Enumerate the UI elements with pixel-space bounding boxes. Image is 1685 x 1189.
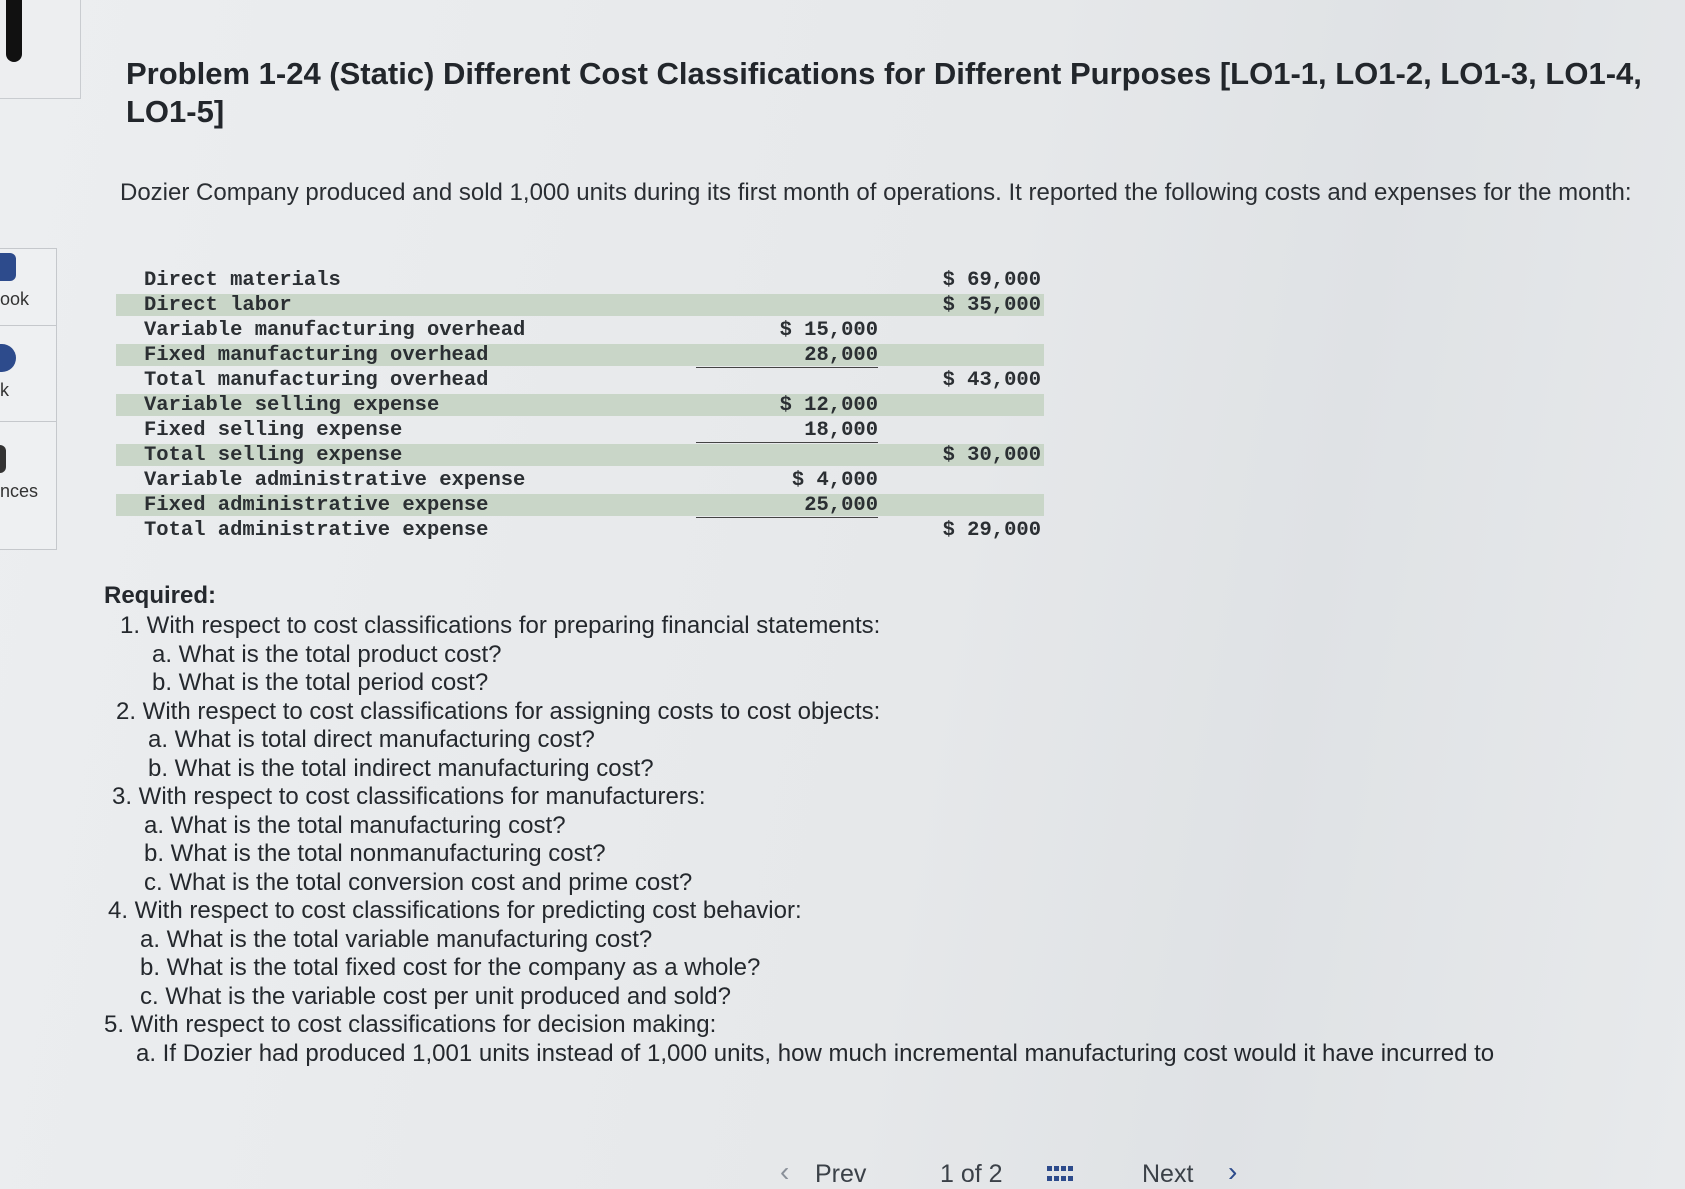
cost-row bbox=[116, 393, 1046, 418]
sub-question-item: a. What is the total manufacturing cost? bbox=[144, 811, 566, 839]
cost-row bbox=[116, 518, 1046, 543]
question-item: 4. With respect to cost classifications for predicting cost behavior: bbox=[108, 897, 802, 924]
prev-button[interactable]: Prev bbox=[815, 1160, 867, 1188]
cost-amount-detail: 25,000 bbox=[696, 493, 878, 518]
sidebar-top-panel bbox=[0, 0, 81, 99]
cost-amount-detail: $ 15,000 bbox=[779, 319, 878, 342]
cost-row bbox=[116, 418, 1046, 443]
next-button[interactable]: Next bbox=[1142, 1160, 1194, 1188]
sidebar-item-label: ook bbox=[0, 289, 30, 309]
cost-row bbox=[116, 443, 1046, 468]
sub-question-item: c. What is the total conversion cost and prime cost? bbox=[144, 868, 693, 896]
sidebar bbox=[0, 0, 78, 1189]
sub-question-item: a. What is the total product cost? bbox=[152, 640, 502, 668]
sub-question-item: b. What is the total period cost? bbox=[152, 669, 489, 696]
question-item: 3. With respect to cost classifications for manufacturers: bbox=[112, 783, 706, 810]
cost-label: Variable manufacturing overhead bbox=[144, 319, 526, 342]
chevron-right-icon[interactable]: › bbox=[1228, 1156, 1238, 1187]
cost-amount-total: $ 35,000 bbox=[942, 294, 1041, 317]
question-list bbox=[100, 612, 1660, 1068]
sub-question-item: c. What is the variable cost per unit produced and sold? bbox=[140, 982, 731, 1010]
cost-row bbox=[116, 268, 1046, 293]
sidebar-divider bbox=[0, 421, 56, 422]
cost-label: Direct labor bbox=[144, 294, 292, 317]
ebook-icon bbox=[0, 253, 16, 281]
cost-label: Total administrative expense bbox=[144, 519, 489, 542]
cost-amount-total: $ 29,000 bbox=[942, 519, 1041, 542]
cost-amount-detail: $ 4,000 bbox=[791, 469, 878, 492]
question-item: 5. With respect to cost classifications for decision making: bbox=[104, 1011, 717, 1038]
chevron-left-icon[interactable]: ‹ bbox=[780, 1156, 790, 1187]
sidebar-divider bbox=[0, 325, 56, 326]
sidebar-item-label: nces bbox=[0, 481, 39, 501]
cost-row bbox=[116, 493, 1046, 518]
problem-title: Problem 1-24 (Static) Different Cost Classifications for Different Purposes [LO1-1, LO1-2, LO1-3, LO1-4, LO1-5] bbox=[126, 56, 1642, 129]
sub-question-item: a. If Dozier had produced 1,001 units instead of 1,000 units, how much incremental manufacturing cost would it have incurred to bbox=[136, 1039, 1495, 1067]
sub-question-item: b. What is the total fixed cost for the company as a whole? bbox=[140, 954, 761, 981]
problem-intro: Dozier Company produced and sold 1,000 units during its first month of operations. It reported the following costs and expenses for the month: bbox=[120, 179, 1632, 206]
cost-amount-total: $ 43,000 bbox=[942, 369, 1041, 392]
cost-row bbox=[116, 318, 1046, 343]
required-title: Required: bbox=[104, 582, 217, 609]
sidebar-item-label: k bbox=[0, 380, 9, 400]
cost-label: Fixed administrative expense bbox=[144, 494, 489, 517]
sub-question-item: b. What is the total indirect manufacturing cost? bbox=[148, 754, 654, 782]
cost-row bbox=[116, 468, 1046, 493]
cost-label: Direct materials bbox=[144, 269, 341, 292]
sidebar-nav-panel bbox=[0, 248, 57, 550]
cost-label: Variable administrative expense bbox=[144, 469, 526, 492]
cost-label: Fixed selling expense bbox=[144, 419, 403, 442]
cost-row bbox=[116, 343, 1046, 368]
link-icon bbox=[0, 344, 16, 372]
sub-question-item: b. What is the total nonmanufacturing cost? bbox=[144, 840, 606, 867]
cost-amount-detail: 18,000 bbox=[696, 418, 878, 443]
required-section bbox=[100, 580, 1660, 1068]
page-indicator: 1 of 2 bbox=[940, 1160, 1003, 1188]
cost-amount-total: $ 30,000 bbox=[942, 444, 1041, 467]
cost-label: Fixed manufacturing overhead bbox=[144, 344, 489, 367]
cost-label: Total manufacturing overhead bbox=[144, 369, 489, 392]
sub-question-item: a. What is the total variable manufacturing cost? bbox=[140, 925, 653, 953]
question-item: 2. With respect to cost classifications for assigning costs to cost objects: bbox=[116, 697, 881, 725]
cost-row bbox=[116, 368, 1046, 393]
cost-table bbox=[116, 268, 1046, 543]
cost-amount-detail: $ 12,000 bbox=[779, 394, 878, 417]
cost-amount-detail: 28,000 bbox=[696, 343, 878, 368]
cost-amount-total: $ 69,000 bbox=[942, 269, 1041, 292]
sub-question-item: a. What is total direct manufacturing cost? bbox=[148, 726, 595, 753]
pagination bbox=[780, 1156, 1280, 1189]
menu-handle-icon[interactable] bbox=[6, 0, 22, 62]
cost-label: Total selling expense bbox=[144, 444, 403, 467]
grid-view-icon[interactable] bbox=[1047, 1166, 1075, 1184]
references-icon bbox=[0, 445, 6, 473]
cost-label: Variable selling expense bbox=[144, 394, 440, 417]
question-item: 1. With respect to cost classifications for preparing financial statements: bbox=[120, 612, 881, 639]
cost-row bbox=[116, 293, 1046, 318]
